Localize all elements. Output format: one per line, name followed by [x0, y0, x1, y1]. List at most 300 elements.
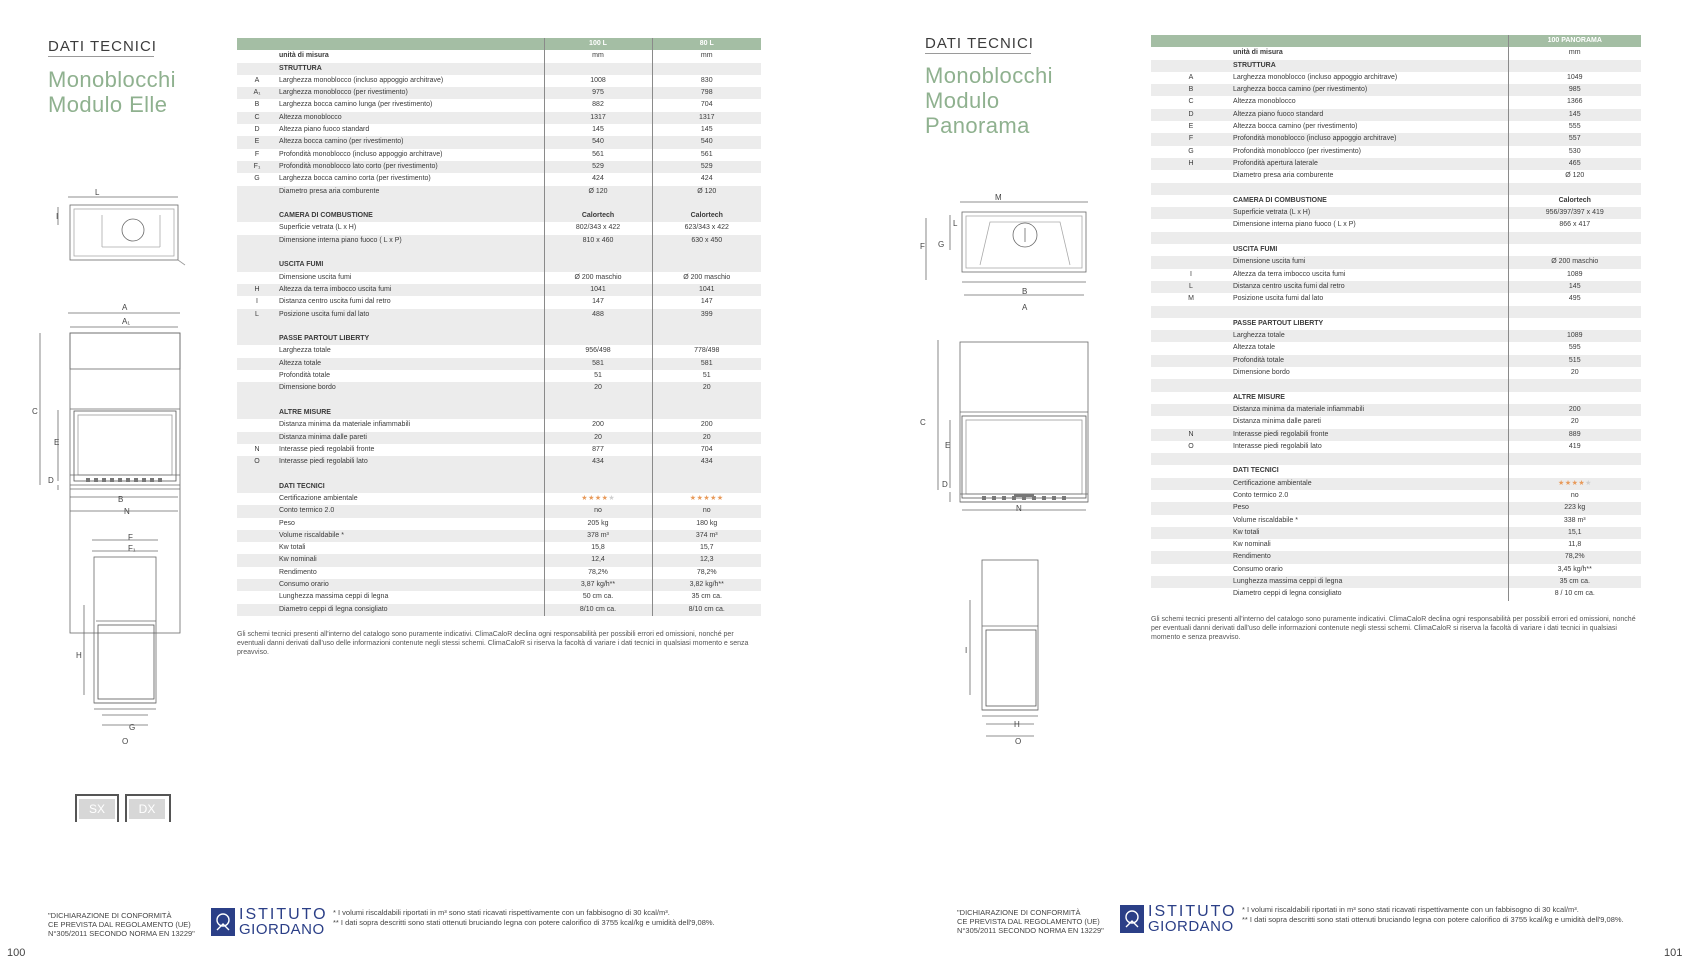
- table-row: [1151, 133, 1641, 145]
- row-code: [237, 382, 277, 394]
- row-value: 147: [544, 296, 652, 308]
- row-label: [1231, 183, 1508, 195]
- table-spacer-row: [1151, 453, 1641, 465]
- table-row: [237, 284, 761, 296]
- row-value: [1508, 453, 1641, 465]
- row-value: [544, 247, 652, 259]
- dimension-label: H: [1014, 720, 1020, 729]
- row-value: Ø 120: [544, 186, 652, 198]
- row-label: Altezza monoblocco: [1231, 96, 1508, 108]
- dimension-label: H: [76, 651, 82, 660]
- dimension-label: N: [124, 507, 130, 516]
- footnotes: [1242, 905, 1677, 924]
- table-row: [1151, 515, 1641, 527]
- row-code: F₁: [237, 161, 277, 173]
- table-row: [1151, 576, 1641, 588]
- row-code: A: [237, 75, 277, 87]
- row-code: [1151, 539, 1231, 551]
- row-value: [544, 395, 652, 407]
- declaration-line: N°305/2011 SECONDO NORMA EN 13229": [957, 926, 1104, 935]
- dimension-label: F: [128, 533, 133, 542]
- row-value: 985: [1508, 84, 1641, 96]
- row-value: [544, 63, 652, 75]
- row-code: [1151, 551, 1231, 563]
- dimension-label: F: [920, 242, 925, 251]
- table-row: [1151, 441, 1641, 453]
- row-value: 78,2%: [544, 567, 652, 579]
- table-spacer-row: [1151, 306, 1641, 318]
- row-value: 557: [1508, 133, 1641, 145]
- row-value: [652, 198, 761, 210]
- row-label: Dimensione uscita fumi: [277, 272, 544, 284]
- row-value: 529: [544, 161, 652, 173]
- row-code: C: [237, 112, 277, 124]
- row-value: 8/10 cm ca.: [652, 604, 761, 616]
- row-label: Larghezza totale: [277, 345, 544, 357]
- disclaimer: Gli schemi tecnici presenti all'interno del catalogo sono puramente indicativi. ClimaCaloR declina ogni responsabilità per possibili errori ed omissioni, nonché per eventuali danni derivati dall'uso delle informazioni contenute negli stessi schemi. ClimaCaloR si riserva la facoltà di variare i dati tecnici in qualsiasi momento e senza preavviso.: [237, 631, 749, 656]
- row-code: [237, 432, 277, 444]
- table-row: [1151, 170, 1641, 182]
- dimension-label: C: [32, 407, 38, 416]
- table-row: [237, 124, 761, 136]
- row-value: [544, 493, 652, 505]
- row-value: 581: [652, 358, 761, 370]
- row-code: [1151, 355, 1231, 367]
- row-label: Kw totali: [277, 542, 544, 554]
- rating-stars-icon: ★★★★★: [689, 494, 724, 502]
- row-code: C: [1151, 96, 1231, 108]
- row-label: Altezza piano fuoco standard: [1231, 109, 1508, 121]
- row-code: E: [1151, 121, 1231, 133]
- table-section-row: [237, 333, 761, 345]
- row-label: Profondità totale: [277, 370, 544, 382]
- row-value: [1508, 60, 1641, 72]
- row-label: Rendimento: [277, 567, 544, 579]
- table-row: [1151, 96, 1641, 108]
- row-value: 1317: [652, 112, 761, 124]
- row-label: Interasse piedi regolabili lato: [277, 456, 544, 468]
- row-value: 145: [1508, 109, 1641, 121]
- row-value: [652, 247, 761, 259]
- row-value: 147: [652, 296, 761, 308]
- row-label: Consumo orario: [1231, 564, 1508, 576]
- dimension-label: N: [1016, 504, 1022, 513]
- footnote: ** I dati sopra descritti sono stati ottenuti bruciando legna con potere calorifico di 3755 kcal/kg e umidità dell'9,08%.: [1242, 914, 1624, 924]
- table-row: [1151, 281, 1641, 293]
- dimension-label: M: [995, 193, 1002, 202]
- row-value: Ø 200 maschio: [652, 272, 761, 284]
- table-row: [237, 235, 761, 247]
- row-code: [237, 50, 277, 62]
- row-value: no: [544, 505, 652, 517]
- row-code: [1151, 564, 1231, 576]
- row-code: H: [237, 284, 277, 296]
- section-heading: STRUTTURA: [277, 63, 544, 75]
- table-row: [1151, 404, 1641, 416]
- row-code: [237, 493, 277, 505]
- row-label: Rendimento: [1231, 551, 1508, 563]
- table-spacer-row: [237, 395, 761, 407]
- table-row: [1151, 330, 1641, 342]
- row-value: 495: [1508, 293, 1641, 305]
- dx-tag: DX: [129, 799, 165, 819]
- row-code: [237, 407, 277, 419]
- title-line: Monoblocchi: [925, 63, 1053, 88]
- row-code: [1151, 35, 1231, 47]
- table-section-row: [1151, 244, 1641, 256]
- table-spacer-row: [237, 321, 761, 333]
- row-label: [1231, 306, 1508, 318]
- row-value: 20: [652, 432, 761, 444]
- row-label: Dimensione interna piano fuoco ( L x P): [1231, 219, 1508, 231]
- row-code: [1151, 183, 1231, 195]
- row-code: F: [1151, 133, 1231, 145]
- row-code: [237, 186, 277, 198]
- dimension-label: G: [129, 723, 136, 732]
- row-code: [1151, 515, 1231, 527]
- row-code: [237, 272, 277, 284]
- row-label: [1231, 453, 1508, 465]
- table-row: [1151, 219, 1641, 231]
- row-value: Calortech: [544, 210, 652, 222]
- table-row: [237, 456, 761, 468]
- row-value: [544, 321, 652, 333]
- row-label: Larghezza totale: [1231, 330, 1508, 342]
- row-label: Altezza da terra imbocco uscita fumi: [1231, 269, 1508, 281]
- section-heading: DATI TECNICI: [1231, 465, 1508, 477]
- row-code: [237, 63, 277, 75]
- row-value: 1366: [1508, 96, 1641, 108]
- row-code: [237, 198, 277, 210]
- table-spacer-row: [237, 198, 761, 210]
- section-heading: CAMERA DI COMBUSTIONE: [1231, 195, 1508, 207]
- dimension-label: B: [118, 495, 124, 504]
- row-value: 51: [544, 370, 652, 382]
- row-value: 529: [652, 161, 761, 173]
- row-value: 581: [544, 358, 652, 370]
- table-row: [237, 530, 761, 542]
- table-section-row: [237, 407, 761, 419]
- table-row: [237, 112, 761, 124]
- table-row: [1151, 429, 1641, 441]
- rating-stars-icon: ★★★★: [581, 494, 609, 502]
- row-label: Dimensione uscita fumi: [1231, 256, 1508, 268]
- row-code: M: [1151, 293, 1231, 305]
- row-code: [237, 542, 277, 554]
- dimension-label: A: [1022, 303, 1028, 312]
- row-value: 50 cm ca.: [544, 591, 652, 603]
- row-code: [1151, 219, 1231, 231]
- row-code: [237, 247, 277, 259]
- row-code: [237, 530, 277, 542]
- row-code: [1151, 232, 1231, 244]
- logo-line: ISTITUTO: [1148, 903, 1237, 920]
- table-row: [237, 518, 761, 530]
- row-value: Calortech: [652, 210, 761, 222]
- row-label: Profondità apertura laterale: [1231, 158, 1508, 170]
- row-code: [237, 481, 277, 493]
- logo-line: ISTITUTO: [239, 906, 328, 923]
- title-line: Modulo: [925, 88, 1000, 113]
- row-label: Altezza bocca camino (per rivestimento): [1231, 121, 1508, 133]
- row-code: [1151, 256, 1231, 268]
- row-code: [1151, 306, 1231, 318]
- table-section-row: [237, 259, 761, 271]
- row-value: 956/397/397 x 419: [1508, 207, 1641, 219]
- dimension-label: C: [920, 418, 926, 427]
- table-row: [237, 493, 761, 505]
- istituto-giordano-logo: [1120, 903, 1237, 938]
- table-section-row: [1151, 465, 1641, 477]
- table-section-row: [1151, 60, 1641, 72]
- row-value: Ø 200 maschio: [544, 272, 652, 284]
- conformity-declaration: [48, 911, 195, 938]
- dimension-label: D: [942, 480, 948, 489]
- row-label: Larghezza bocca camino corta (per rivestimento): [277, 173, 544, 185]
- table-row: [237, 370, 761, 382]
- row-value: 12,4: [544, 554, 652, 566]
- row-value: 51: [652, 370, 761, 382]
- row-code: [237, 468, 277, 480]
- row-value: 80 L: [652, 38, 761, 50]
- table-row: [1151, 527, 1641, 539]
- row-value: 802/343 x 422: [544, 222, 652, 234]
- row-code: [1151, 195, 1231, 207]
- row-value: 3,45 kg/h**: [1508, 564, 1641, 576]
- table-row: [237, 136, 761, 148]
- row-value: 200: [1508, 404, 1641, 416]
- row-value: 20: [544, 382, 652, 394]
- spec-table: [237, 38, 761, 616]
- table-row: [237, 309, 761, 321]
- row-value: 778/498: [652, 345, 761, 357]
- row-value: [652, 333, 761, 345]
- table-row: [1151, 256, 1641, 268]
- row-value: 100 PANORAMA: [1508, 35, 1641, 47]
- row-value: 378 m³: [544, 530, 652, 542]
- table-row: [1151, 109, 1641, 121]
- row-code: [1151, 342, 1231, 354]
- row-value: 561: [652, 149, 761, 161]
- row-code: [1151, 416, 1231, 428]
- section-rule: [48, 56, 154, 57]
- row-value: 595: [1508, 342, 1641, 354]
- row-value: 434: [652, 456, 761, 468]
- row-label: [277, 395, 544, 407]
- row-value: 975: [544, 87, 652, 99]
- row-label: Kw totali: [1231, 527, 1508, 539]
- rating-star-empty-icon: ★: [1585, 479, 1592, 487]
- row-code: [237, 591, 277, 603]
- row-value: 374 m³: [652, 530, 761, 542]
- table-row: [237, 382, 761, 394]
- row-code: [1151, 330, 1231, 342]
- row-value: [652, 481, 761, 493]
- row-value: [1508, 392, 1641, 404]
- table-spacer-row: [1151, 183, 1641, 195]
- row-value: 540: [544, 136, 652, 148]
- row-label: Distanza minima dalle pareti: [1231, 416, 1508, 428]
- row-label: Kw nominali: [1231, 539, 1508, 551]
- table-row: [1151, 551, 1641, 563]
- section-heading: USCITA FUMI: [277, 259, 544, 271]
- row-value: 200: [544, 419, 652, 431]
- row-value: 1041: [544, 284, 652, 296]
- row-value: [1508, 318, 1641, 330]
- table-spacer-row: [1151, 379, 1641, 391]
- row-value: [544, 481, 652, 493]
- dimension-label: L: [95, 188, 100, 197]
- row-label: [277, 247, 544, 259]
- row-value: 704: [652, 99, 761, 111]
- row-value: 866 x 417: [1508, 219, 1641, 231]
- row-value: Calortech: [1508, 195, 1641, 207]
- table-row: [237, 567, 761, 579]
- table-row: [1151, 84, 1641, 96]
- row-code: [237, 604, 277, 616]
- rating-stars-icon: ★★★★: [1558, 479, 1586, 487]
- table-section-row: [1151, 318, 1641, 330]
- row-value: 15,7: [652, 542, 761, 554]
- row-code: L: [1151, 281, 1231, 293]
- row-value: [652, 407, 761, 419]
- row-value: [1508, 379, 1641, 391]
- dimension-label: E: [54, 438, 60, 447]
- row-label: Certificazione ambientale: [1231, 478, 1508, 490]
- row-code: [1151, 379, 1231, 391]
- row-value: 1317: [544, 112, 652, 124]
- disclaimer: Gli schemi tecnici presenti all'interno del catalogo sono puramente indicativi. ClimaCaloR declina ogni responsabilità per possibili errori ed omissioni, nonché per eventuali danni derivati dall'uso delle informazioni contenute negli stessi schemi. ClimaCaloR si riserva la facoltà di variare i dati tecnici in qualsiasi momento e senza preavviso.: [1151, 616, 1636, 641]
- row-value: [1508, 244, 1641, 256]
- table-row: [237, 604, 761, 616]
- row-code: G: [1151, 146, 1231, 158]
- row-value: [652, 321, 761, 333]
- row-code: [237, 370, 277, 382]
- row-value: 145: [544, 124, 652, 136]
- dimension-label: A: [122, 303, 128, 312]
- row-label: Conto termico 2.0: [277, 505, 544, 517]
- table-row: [1151, 502, 1641, 514]
- row-label: Superficie vetrata (L x H): [1231, 207, 1508, 219]
- row-value: 15,1: [1508, 527, 1641, 539]
- row-code: B: [237, 99, 277, 111]
- row-value: [652, 259, 761, 271]
- table-row: [237, 296, 761, 308]
- row-code: D: [1151, 109, 1231, 121]
- table-row: [1151, 121, 1641, 133]
- row-value: [1508, 478, 1641, 490]
- row-code: [1151, 47, 1231, 59]
- row-value: 200: [652, 419, 761, 431]
- section-heading: DATI TECNICI: [277, 481, 544, 493]
- row-label: [277, 321, 544, 333]
- row-value: 78,2%: [1508, 551, 1641, 563]
- row-code: [237, 222, 277, 234]
- table-header-row: [237, 38, 761, 50]
- dimension-label: G: [938, 240, 945, 249]
- row-value: 630 x 450: [652, 235, 761, 247]
- table-row: [237, 99, 761, 111]
- row-label: Profondità monoblocco (incluso appoggio architrave): [1231, 133, 1508, 145]
- row-label: Distanza centro uscita fumi dal retro: [1231, 281, 1508, 293]
- footnote: * I volumi riscaldabili riportati in m³ sono stati ricavati rispettivamente con un fabbisogno di 30 kcal/m³.: [1242, 905, 1579, 914]
- table-row: [1151, 207, 1641, 219]
- table-row: [237, 173, 761, 185]
- declaration-line: "DICHIARAZIONE DI CONFORMITÀ: [957, 908, 1081, 917]
- row-code: [237, 321, 277, 333]
- table-row: [237, 579, 761, 591]
- section-heading: STRUTTURA: [1231, 60, 1508, 72]
- table-row: [1151, 588, 1641, 600]
- table-header-row: [1151, 35, 1641, 47]
- logo-line: GIORDANO: [239, 921, 325, 938]
- title-line: Panorama: [925, 113, 1030, 138]
- row-label: Consumo orario: [277, 579, 544, 591]
- section-rule: [925, 53, 1031, 54]
- row-code: [1151, 490, 1231, 502]
- row-value: 20: [1508, 416, 1641, 428]
- row-value: 399: [652, 309, 761, 321]
- row-label: Larghezza bocca camino lunga (per rivestimento): [277, 99, 544, 111]
- row-value: 1041: [652, 284, 761, 296]
- page-number: 101: [1664, 947, 1682, 959]
- row-label: Lunghezza massima ceppi di legna: [1231, 576, 1508, 588]
- row-label: [277, 38, 544, 50]
- section-heading: ALTRE MISURE: [277, 407, 544, 419]
- row-label: Kw nominali: [277, 554, 544, 566]
- table-row: [1151, 416, 1641, 428]
- row-label: Volume riscaldabile *: [1231, 515, 1508, 527]
- row-label: Altezza totale: [277, 358, 544, 370]
- dimension-label: B: [1022, 287, 1028, 296]
- section-heading: CAMERA DI COMBUSTIONE: [277, 210, 544, 222]
- table-section-row: [237, 481, 761, 493]
- row-label: Certificazione ambientale: [277, 493, 544, 505]
- row-code: A₁: [237, 87, 277, 99]
- table-spacer-row: [237, 247, 761, 259]
- footnote: ** I dati sopra descritti sono stati ottenuti bruciando legna con potere calorifico di 3755 kcal/kg e umidità dell'9,08%.: [333, 917, 715, 927]
- row-code: [237, 395, 277, 407]
- page-title: [925, 63, 1053, 138]
- table-row: [237, 542, 761, 554]
- row-value: 1089: [1508, 330, 1641, 342]
- row-label: Superficie vetrata (L x H): [277, 222, 544, 234]
- row-value: 20: [652, 382, 761, 394]
- row-label: Larghezza monoblocco (incluso appoggio architrave): [1231, 72, 1508, 84]
- table-row: [237, 432, 761, 444]
- rating-star-empty-icon: ★: [608, 494, 615, 502]
- row-code: B: [1151, 84, 1231, 96]
- table-row: [1151, 146, 1641, 158]
- section-label: DATI TECNICI: [48, 38, 157, 55]
- row-value: [1508, 465, 1641, 477]
- row-label: Volume riscaldabile *: [277, 530, 544, 542]
- catalog-page-left: [0, 0, 840, 968]
- page-title: [48, 67, 176, 117]
- table-row: [1151, 269, 1641, 281]
- row-code: G: [237, 173, 277, 185]
- row-value: 540: [652, 136, 761, 148]
- row-code: [1151, 404, 1231, 416]
- row-value: 11,8: [1508, 539, 1641, 551]
- table-section-row: [237, 210, 761, 222]
- row-value: [1508, 232, 1641, 244]
- row-value: 15,8: [544, 542, 652, 554]
- table-row: [237, 149, 761, 161]
- row-value: 1089: [1508, 269, 1641, 281]
- row-value: 8 / 10 cm ca.: [1508, 588, 1641, 600]
- row-value: 1049: [1508, 72, 1641, 84]
